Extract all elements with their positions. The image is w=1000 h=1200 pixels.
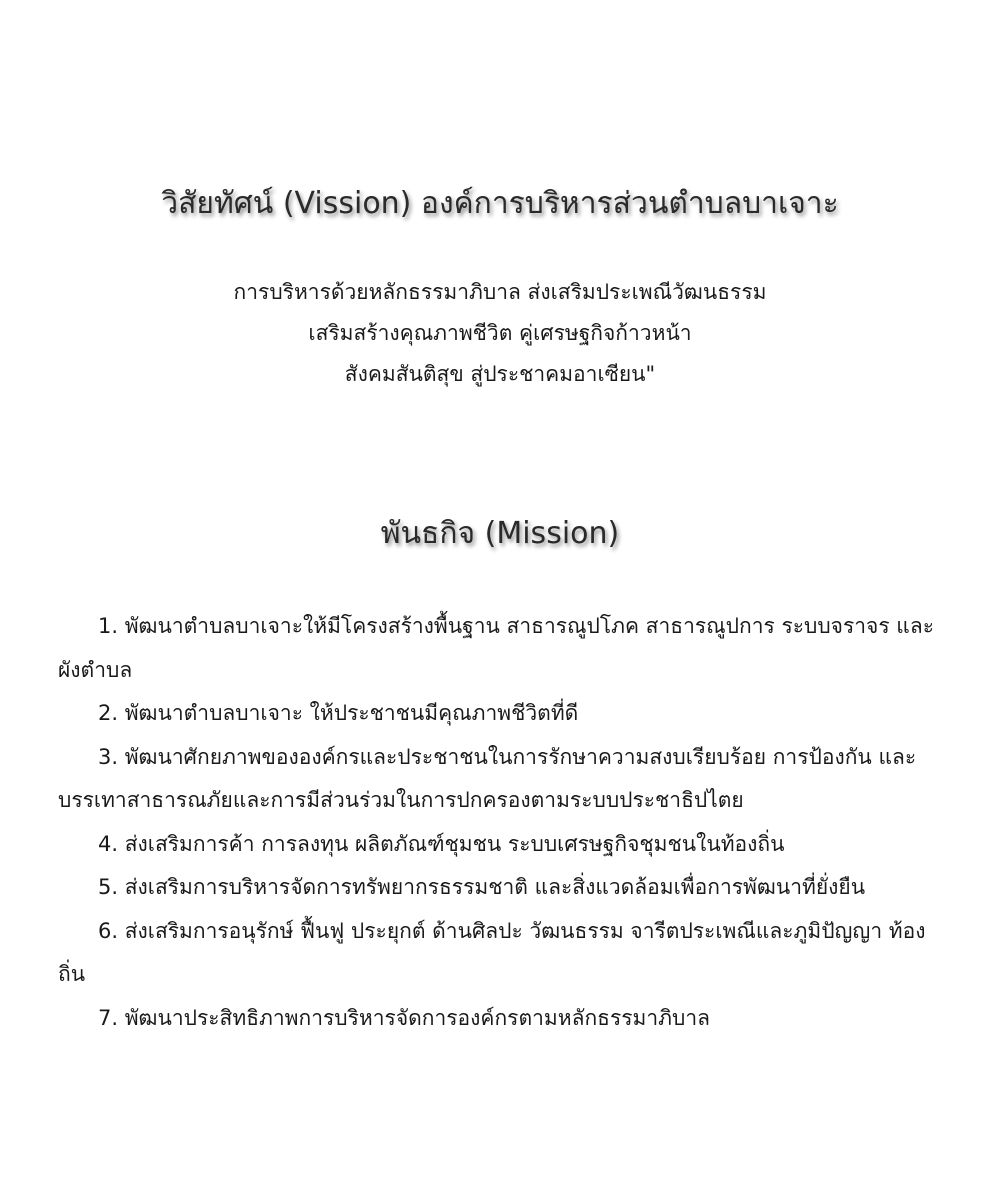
vision-title: วิสัยทัศน์ (Vission) องค์การบริหารส่วนตำบลบาเจาะ [161,186,839,221]
mission-item: 2. พัฒนาตำบลบาเจาะ ให้ประชาชนมีคุณภาพชีวิตที่ดี [98,701,579,725]
mission-item: 4. ส่งเสริมการค้า การลงทุน ผลิตภัณฑ์ชุมชน ระบบเศรษฐกิจชุมชนในท้องถิ่น [98,831,785,856]
mission-item: 3. พัฒนาศักยภาพขององค์กรและประชาชนในการรักษาความสงบเรียบร้อย การป้องกัน และบรรเทาสาธารณภัยและการมีส่วนร่วมในการปกครองตามระบบประชาธิปไตย [58,744,917,812]
mission-list [58,605,938,1040]
mission-item: 7. พัฒนาประสิทธิภาพการบริหารจัดการองค์กรตามหลักธรรมาภิบาล [98,1005,711,1030]
vision-line: การบริหารด้วยหลักธรรมาภิบาล ส่งเสริมประเพณีวัฒนธรรม [233,280,767,304]
mission-item: 5. ส่งเสริมการบริหารจัดการทรัพยากรธรรมชาติ และสิ่งแวดล้อมเพื่อการพัฒนาที่ยั่งยืน [98,875,866,899]
mission-item: 1. พัฒนาตำบลบาเจาะให้มีโครงสร้างพื้นฐาน สาธารณูปโภค สาธารณูปการ ระบบจราจร และผังตำบล [58,614,934,682]
vision-statement [0,272,1000,395]
vision-line: เสริมสร้างคุณภาพชีวิต คู่เศรษฐกิจก้าวหน้า [308,321,692,345]
mission-title: พันธกิจ (Mission) [380,516,620,551]
mission-item: 6. ส่งเสริมการอนุรักษ์ ฟื้นฟู ประยุกต์ ด้านศิลปะ วัฒนธรรม จารีตประเพณีและภูมิปัญญา ท้องถิ่น [58,918,926,986]
vision-line: สังคมสันติสุข สู่ประชาคมอาเซียน" [344,362,656,386]
